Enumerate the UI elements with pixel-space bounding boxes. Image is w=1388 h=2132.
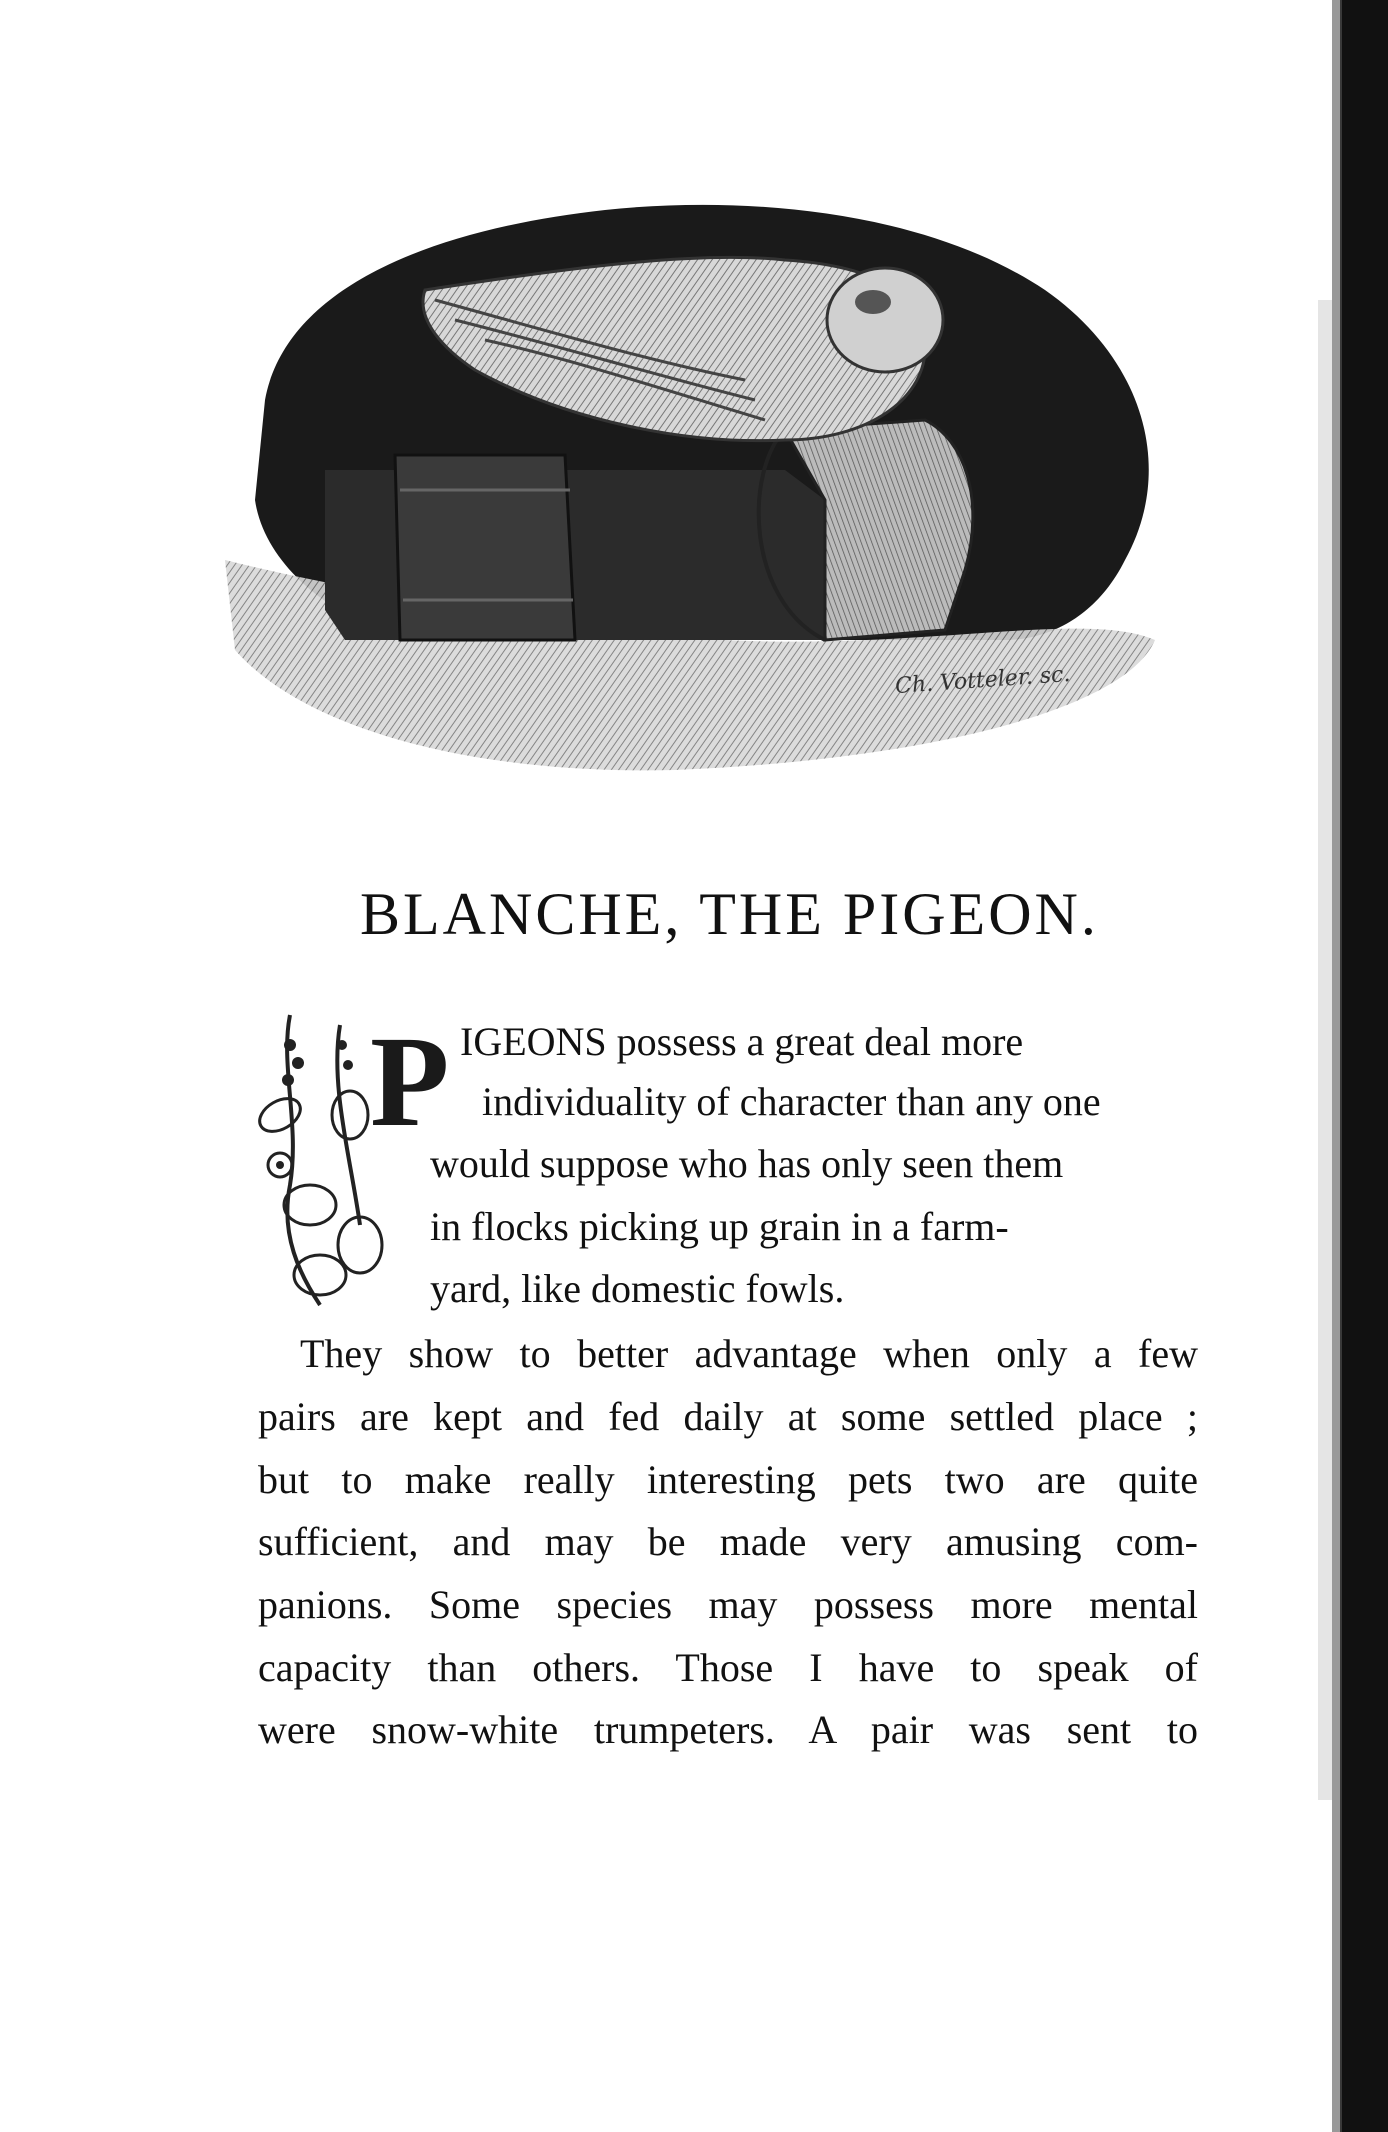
paragraph-1-line-3: would suppose who has only seen them: [430, 1141, 1064, 1186]
paragraph-1-line-1: IGEONS possess a great deal more: [460, 1019, 1024, 1064]
paragraph-2-line-2: pairs are kept and fed daily at some settled place ;: [258, 1394, 1198, 1439]
paragraph-2-line-1: They show to better advantage when only a few: [300, 1331, 1198, 1376]
paragraph-2-line-3: but to make really interesting pets two are quite: [258, 1457, 1198, 1502]
page-binding-edge: [1318, 0, 1388, 2132]
paragraph-1-line-5: yard, like domestic fowls.: [430, 1266, 845, 1311]
paragraph-2-line-5: panions. Some species may possess more mental: [258, 1582, 1198, 1627]
paragraph-2-line-4: sufficient, and may be made very amusing com-: [258, 1519, 1198, 1564]
paragraph-2-line-6: capacity than others. Those I have to speak of: [258, 1645, 1198, 1690]
paragraph-1-line-2: individuality of character than any one: [482, 1079, 1101, 1124]
drop-cap-letter: P: [370, 1010, 450, 1154]
paragraph-1-line-4: in flocks picking up grain in a farm-: [430, 1204, 1009, 1249]
decorated-initial-p: [250, 1005, 460, 1315]
chapter-title: BLANCHE, THE PIGEON.: [360, 881, 1099, 947]
engraver-signature: Ch. Votteler. sc.: [894, 661, 1072, 700]
paragraph-2-line-7: were snow-white trumpeters. A pair was sent to: [258, 1707, 1198, 1752]
pigeon-on-book-illustration: [225, 170, 1205, 780]
